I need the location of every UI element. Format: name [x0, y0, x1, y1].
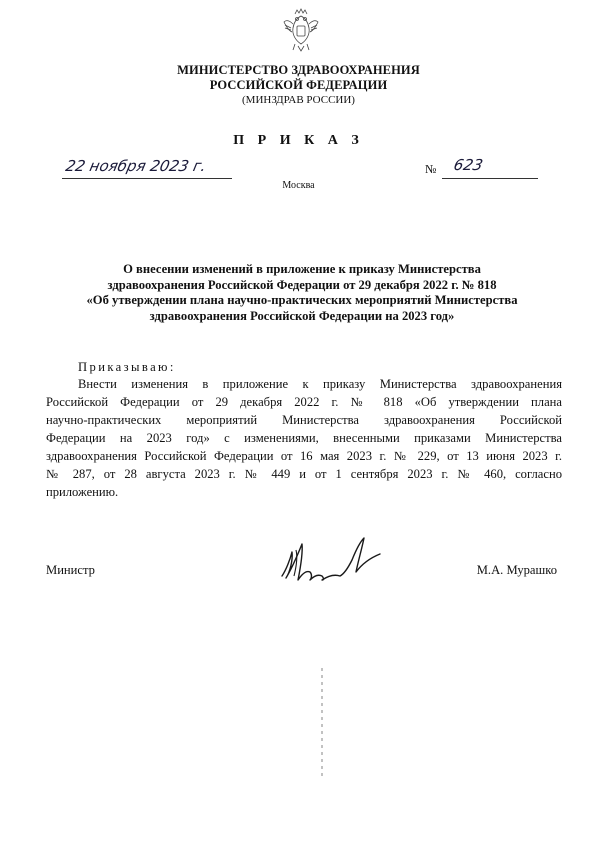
- date-underline: [62, 178, 232, 179]
- order-intro: Приказываю:: [78, 360, 176, 374]
- subject-line: О внесении изменений в приложение к приказу Министерства: [123, 262, 481, 276]
- signatory-name: М.А. Мурашко: [476, 563, 557, 577]
- order-date: 22 ноября 2023 г.: [64, 157, 208, 175]
- body-line: № 287, от 28 августа 2023 г. № 449 и от 1 сентября 2023 г. № 460, согласно: [46, 467, 562, 481]
- number-underline: [442, 178, 538, 179]
- body-line: приложению.: [46, 485, 119, 499]
- body-line: научно-практических мероприятий Министерства здравоохранения Российской: [46, 413, 562, 427]
- order-body: [46, 375, 562, 501]
- body-line: Внести изменения в приложение к приказу Министерства здравоохранения: [78, 377, 562, 391]
- order-city: Москва: [282, 180, 315, 191]
- order-number: 623: [452, 156, 485, 174]
- subject-line: «Об утверждении плана научно-практических мероприятий Министерства: [86, 293, 518, 307]
- body-line: Российской Федерации от 29 декабря 2022 г. № 818 «Об утверждении плана: [46, 395, 562, 409]
- state-emblem-icon: [283, 8, 319, 52]
- order-title: П Р И К А З: [233, 133, 364, 148]
- page-edge-mark: [320, 668, 324, 778]
- ministry-name-line1: МИНИСТЕРСТВО ЗДРАВООХРАНЕНИЯ: [177, 63, 420, 77]
- ministry-short-name: (МИНЗДРАВ РОССИИ): [242, 94, 355, 106]
- ministry-name-line2: РОССИЙСКОЙ ФЕДЕРАЦИИ: [209, 78, 388, 92]
- body-line: Федерации на 2023 год» с изменениями, внесенными приказами Министерства: [46, 431, 562, 445]
- order-number-label: №: [425, 162, 437, 176]
- handwritten-signature: [276, 530, 386, 590]
- body-line: здравоохранения Российской Федерации от 16 мая 2023 г. № 229, от 13 июня 2023 г.: [46, 449, 562, 463]
- signatory-position: Министр: [46, 563, 95, 577]
- order-subject: [72, 262, 532, 324]
- subject-line: здравоохранения Российской Федерации от 29 декабря 2022 г. № 818: [107, 277, 497, 292]
- subject-line: здравоохранения Российской Федерации на 2023 год»: [149, 308, 455, 323]
